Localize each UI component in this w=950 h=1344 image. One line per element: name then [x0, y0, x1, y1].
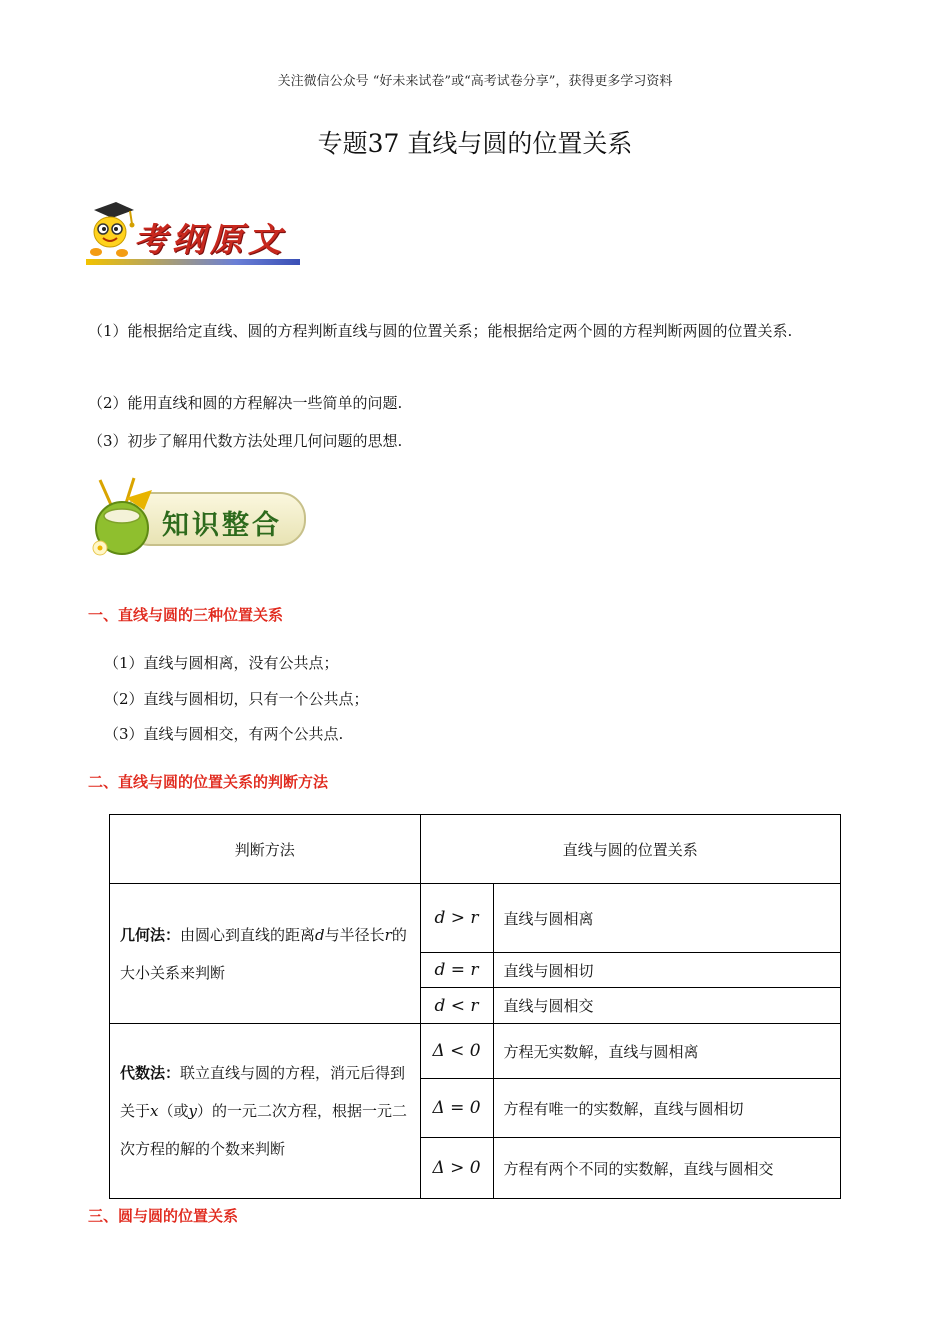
- geometric-text: 与半径长: [324, 925, 385, 944]
- graduate-mascot-icon: [86, 200, 136, 262]
- algebraic-text: 联立直线与圆的方程，消元后得到关于: [120, 1064, 406, 1120]
- algebraic-text: （或: [158, 1102, 189, 1120]
- condition-cell: d = r: [420, 953, 493, 988]
- outline-item-2: （2）能用直线和圆的方程解决一些简单的问题.: [88, 394, 403, 412]
- condition-cell: d > r: [420, 884, 493, 953]
- relation-cell: 方程无实数解，直线与圆相离: [493, 1024, 840, 1079]
- header-method: 判断方法: [110, 815, 421, 884]
- outline-item-1: （1）能根据给定直线、圆的方程判断直线与圆的位置关系；能根据给定两个圆的方程判断两圆的位置关系.: [88, 322, 793, 340]
- title-number: 37: [367, 129, 400, 158]
- coconut-drink-icon: [86, 476, 166, 562]
- outline-banner: [86, 200, 302, 272]
- relation-cell: 直线与圆相离: [493, 884, 840, 953]
- relation-cell: 直线与圆相交: [493, 988, 840, 1024]
- var-r: r: [384, 925, 392, 944]
- table-row: [110, 884, 841, 953]
- condition-cell: d < r: [420, 988, 493, 1024]
- knowledge-banner-label: 知识整合: [162, 510, 282, 541]
- relation-cell: 方程有唯一的实数解，直线与圆相切: [493, 1079, 840, 1138]
- outline-item-3: （3）初步了解用代数方法处理几何问题的思想.: [88, 432, 403, 450]
- section1-item-1: （1）直线与圆相离，没有公共点；: [104, 654, 339, 672]
- algebraic-label: 代数法：: [120, 1064, 181, 1082]
- var-d: d: [315, 925, 325, 944]
- condition-cell: Δ = 0: [420, 1079, 493, 1138]
- geometric-text: 由圆心到直线的距离: [180, 925, 316, 944]
- geometric-label: 几何法：: [120, 925, 181, 944]
- condition-cell: Δ < 0: [420, 1024, 493, 1079]
- title-text: 直线与圆的位置关系: [407, 129, 633, 158]
- geometric-method-cell: [110, 884, 421, 1024]
- relation-cell: 直线与圆相切: [493, 953, 840, 988]
- condition-cell: Δ > 0: [420, 1138, 493, 1199]
- section2-heading: 二、直线与圆的位置关系的判断方法: [88, 773, 329, 791]
- section1-heading: 一、直线与圆的三种位置关系: [88, 606, 284, 624]
- geometric-text: 的大小关系来判断: [120, 925, 407, 982]
- algebraic-text: ）的一元二次方程，根据一元二次方程的解的个数来判断: [120, 1102, 407, 1158]
- relation-cell: 方程有两个不同的实数解，直线与圆相交: [493, 1138, 840, 1199]
- var-x: x: [150, 1102, 159, 1120]
- table-row: [110, 1024, 841, 1079]
- header-relation: 直线与圆的位置关系: [420, 815, 840, 884]
- var-y: y: [188, 1102, 197, 1120]
- judgement-table: [109, 814, 841, 1199]
- algebraic-method-cell: [110, 1024, 421, 1199]
- table-header-row: [110, 815, 841, 884]
- section3-heading: 三、圆与圆的位置关系: [88, 1207, 239, 1225]
- section1-item-2: （2）直线与圆相切，只有一个公共点；: [104, 690, 369, 708]
- section1-item-3: （3）直线与圆相交，有两个公共点.: [104, 725, 344, 743]
- page-title: [0, 124, 950, 160]
- knowledge-banner: [86, 476, 306, 562]
- wechat-notice: 关注微信公众号 “好未来试卷”或“高考试卷分享”，获得更多学习资料: [277, 74, 673, 89]
- outline-banner-label: 考纲原文: [134, 220, 286, 259]
- title-prefix: 专题: [317, 129, 368, 158]
